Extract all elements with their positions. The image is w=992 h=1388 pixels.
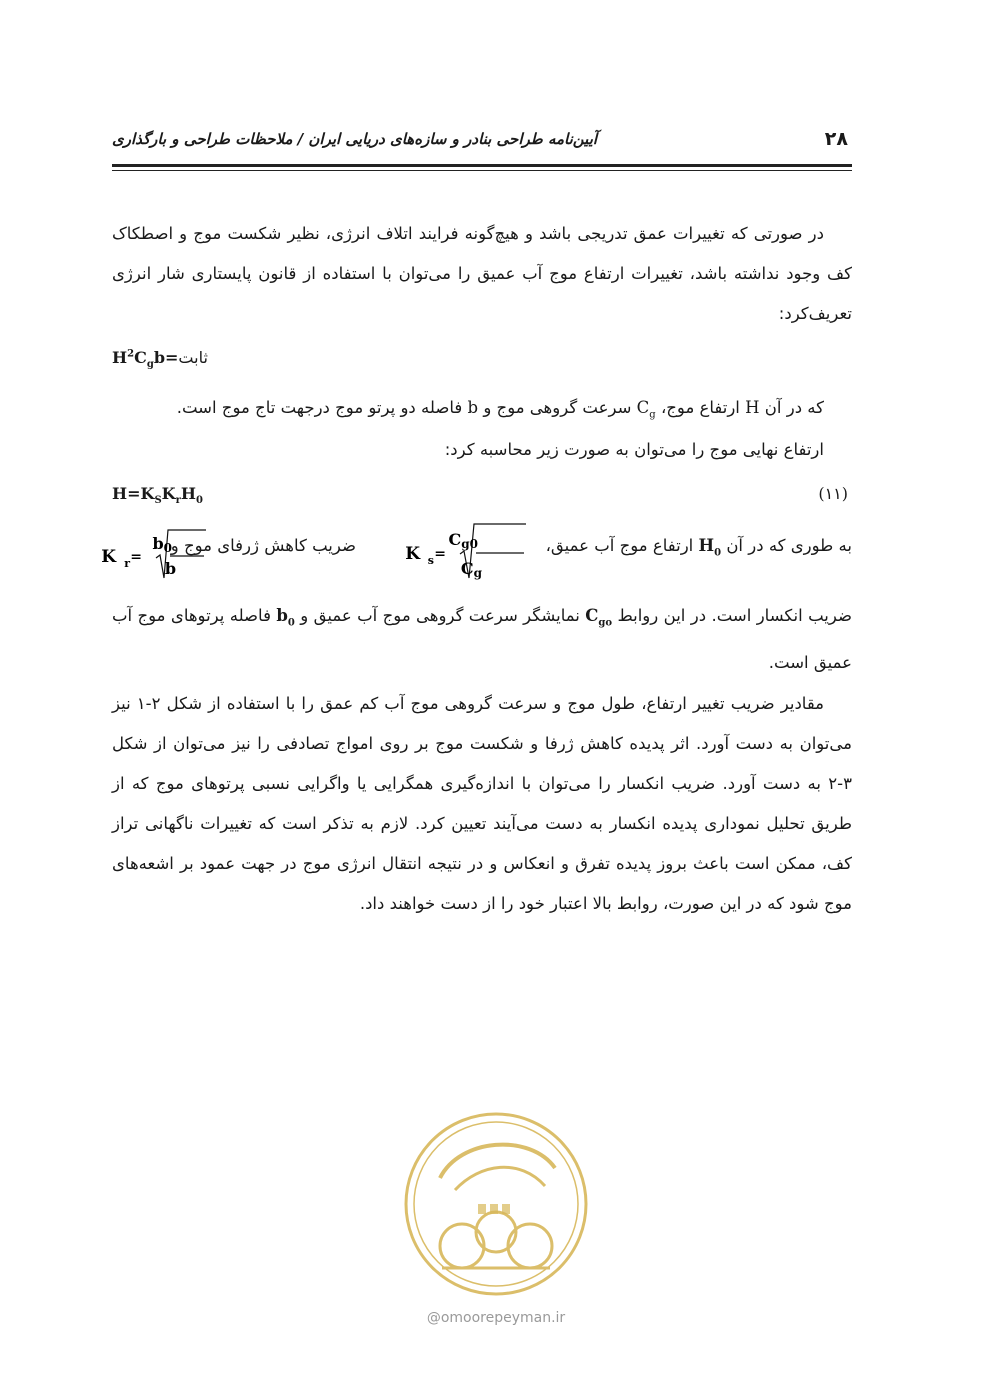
- formula-1: $H^2C_gb=ثابت$: [112, 348, 208, 371]
- publisher-logo-seal: [400, 1108, 592, 1300]
- kr-equals: =: [130, 549, 142, 565]
- para4-c: ضریب کاهش ژرفای موج و: [170, 536, 356, 555]
- kr-subscript: r: [124, 557, 130, 570]
- formula-2: $H=K_SK_rH_0$: [112, 484, 203, 507]
- paragraph-3: [112, 430, 852, 470]
- ks-symbol: K: [405, 544, 420, 564]
- header-rule-thick: [112, 164, 852, 167]
- para4-a-text: [546, 536, 852, 558]
- paragraph-5-text: [112, 596, 852, 683]
- para4-a: به طوری که در آن: [726, 536, 852, 555]
- kr-symbol: K: [101, 547, 116, 567]
- kr-formula: [101, 526, 208, 582]
- para5-a: ضریب انکسار است. در این روابط: [617, 606, 852, 625]
- watermark-url: [0, 1310, 992, 1326]
- seal-block-2: [490, 1204, 498, 1214]
- watermark-text: omoorepeyman.ir: [440, 1310, 566, 1326]
- paragraph-5: [112, 596, 852, 683]
- symbol-Cgo: $C_{go}$: [585, 606, 613, 629]
- paragraph-6-text: مقادیر ضریب تغییر ارتفاع، طول موج و سرعت گروهی موج آب کم عمق را با استفاده از شکل ۲-۱ نیز می‌توان به دست آورد. اثر پدیده کاهش ژرفا و شکست موج بر روی امواج تصادفی را نیز می‌توان از شکل ۳-۲ به دست آورد. ضریب انکسار را می‌توان با اندازه‌گیری همگرایی یا واگرایی نسبی پرتوهای موج که از طریق تحلیل نموداری پدیده انکسار به دست می‌آیند تعیین کرد. لازم به تذکر است که تغییرات ناگهانی تراز کف، ممکن است باعث بروز پدیده تفرق و انعکاس و در نتیجه انتقال انرژی موج در جهت عمود بر اشعه‌های موج شود که در این صورت، روابط بالا اعتبار خود را از دست خواهند داد.: [112, 694, 852, 913]
- symbol-b0: $b_0$: [276, 606, 295, 629]
- paragraph-1-text: در صورتی که تغییرات عمق تدریجی باشد و هیچ‌گونه فرایند اتلاف انرژی، نظیر شکست موج و اصطکاک کف وجود نداشته باشد، تغییرات ارتفاع موج آب عمیق را می‌توان با استفاده از قانون پایستاری شار انرژی تعریف‌کرد:: [112, 224, 852, 323]
- para5-b: نمایشگر سرعت گروهی موج آب عمیق و: [300, 606, 580, 625]
- coefficient-definitions-row: [101, 520, 852, 584]
- paragraph-1: [112, 214, 852, 334]
- paragraph-2: [112, 388, 852, 435]
- para2-d: فاصله دو پرتو موج درجهت تاج موج است.: [176, 398, 463, 417]
- symbol-H: H: [745, 398, 760, 417]
- paragraph-2-text: [112, 388, 852, 435]
- para2-c: سرعت گروهی موج و: [483, 398, 632, 417]
- ks-formula: [405, 520, 528, 584]
- seal-block-1: [478, 1204, 486, 1214]
- page-header: [112, 128, 852, 154]
- para5-c: فاصله پرتوهای موج آب عمیق است.: [112, 606, 852, 673]
- seal-gear-center: [476, 1212, 516, 1252]
- header-rule-thin: [112, 170, 852, 171]
- para2-b: ارتفاع موج،: [660, 398, 740, 417]
- symbol-H0: $H_0$: [698, 536, 722, 559]
- seal-calligraphy-1: [440, 1145, 555, 1178]
- formula-2-line: [112, 476, 852, 516]
- ks-equals: =: [434, 546, 446, 562]
- symbol-b: b: [467, 398, 479, 417]
- kr-denominator: b: [164, 559, 176, 578]
- ks-numerator: Cg0: [448, 530, 478, 551]
- paragraph-3-text: ارتفاع نهایی موج را می‌توان به صورت زیر محاسبه کرد:: [444, 440, 824, 459]
- ks-denominator: Cg: [460, 559, 482, 580]
- seal-block-3: [502, 1204, 510, 1214]
- paragraph-6: [112, 684, 852, 924]
- formula-1-line: [112, 340, 852, 380]
- para2-a: که در آن: [764, 398, 824, 417]
- page-number: ۲۸: [824, 128, 848, 150]
- running-title: آیین‌نامه طراحی بنادر و سازه‌های دریایی ایران / ملاحظات طراحی و بارگذاری: [112, 130, 598, 148]
- kr-numerator: b0: [152, 534, 172, 555]
- formula-2-number: (۱۱): [818, 484, 848, 503]
- symbol-Cg: $C_g$: [636, 398, 656, 421]
- ks-subscript: s: [427, 554, 434, 567]
- formula-1-label: ثابت: [178, 348, 208, 367]
- para4-b: ارتفاع موج آب عمیق،: [545, 536, 694, 555]
- at-icon: @: [426, 1310, 441, 1326]
- seal-calligraphy-2: [455, 1167, 545, 1190]
- seal-gear-right: [508, 1224, 552, 1268]
